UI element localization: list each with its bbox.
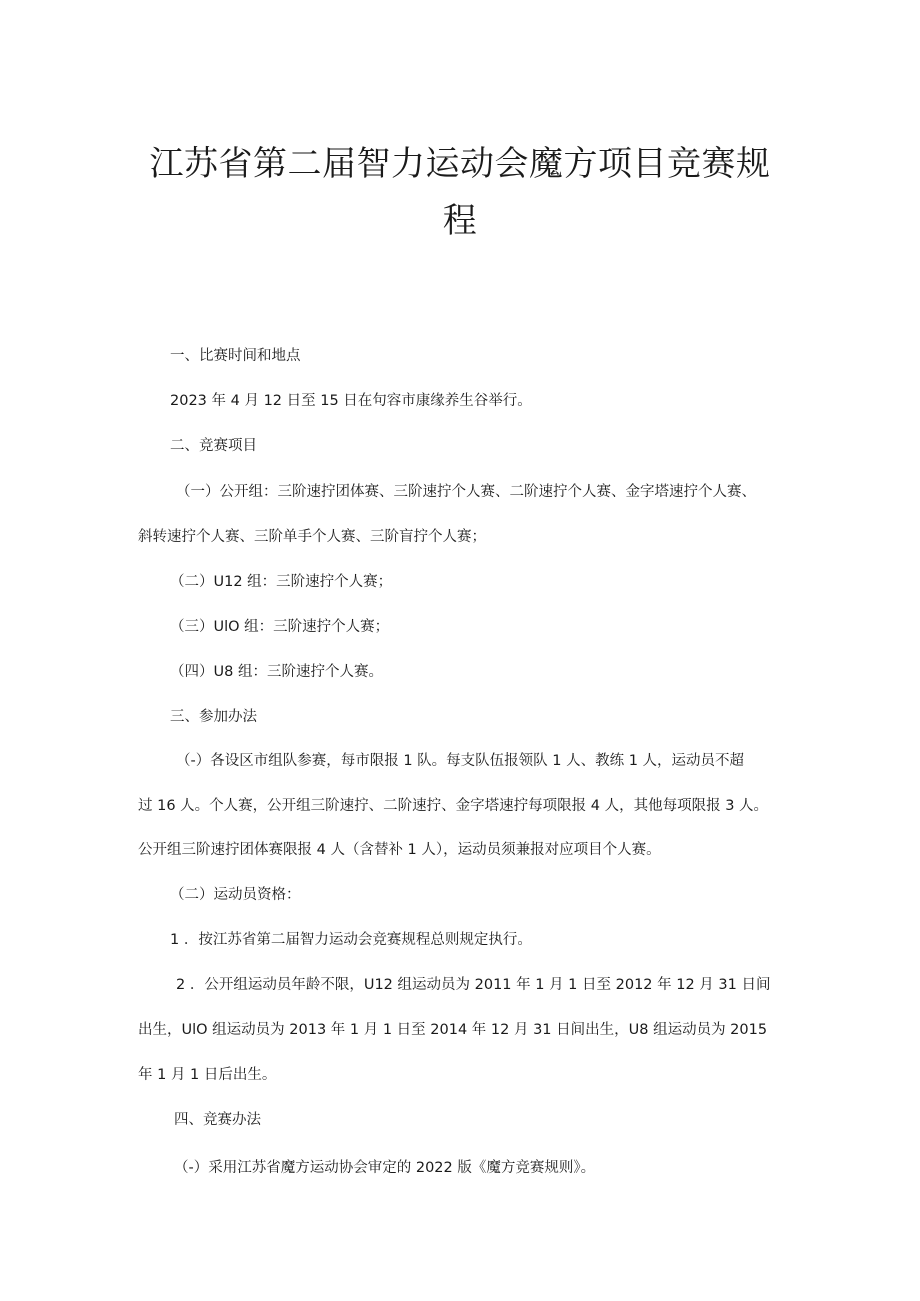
participation-text-line-3: 公开组三阶速拧团体赛限报 4 人（含替补 1 人），运动员须兼报对应项目个人赛。: [138, 842, 661, 858]
section-heading-events: 二、竞赛项目: [170, 438, 257, 454]
participation-text-line-1: （-）各设区市组队参赛，每市限报 1 队。每支队伍报领队 1 人、教练 1 人，运动员不超: [176, 753, 745, 769]
athlete-eligibility-heading: （二）运动员资格：: [170, 887, 301, 903]
events-open-group-line-1: （一）公开组：三阶速拧团体赛、三阶速拧个人赛、二阶速拧个人赛、金字塔速拧个人赛、: [176, 484, 756, 500]
events-u12-group: （二）U12 组：三阶速拧个人赛；: [170, 574, 393, 590]
section-heading-participation: 三、参加办法: [170, 709, 257, 725]
competition-method-text: （-）采用江苏省魔方运动协会审定的 2022 版《魔方竞赛规则》。: [174, 1160, 596, 1176]
eligibility-rule-2-line-2: 出生，UlO 组运动员为 2013 年 1 月 1 日至 2014 年 12 月 31 日间出生，U8 组运动员为 2015: [138, 1022, 768, 1038]
events-u10-group: （三）UlO 组：三阶速拧个人赛；: [170, 619, 390, 635]
eligibility-rule-2-line-3: 年 1 月 1 日后出生。: [138, 1067, 277, 1083]
events-open-group-line-2: 斜转速拧个人赛、三阶单手个人赛、三阶盲拧个人赛；: [138, 529, 486, 545]
participation-text-line-2: 过 16 人。个人赛，公开组三阶速拧、二阶速拧、金字塔速拧每项限报 4 人，其他每项限报 3 人。: [138, 798, 769, 814]
section-heading-schedule: 一、比赛时间和地点: [170, 348, 301, 364]
section-heading-competition-method: 四、竞赛办法: [174, 1112, 261, 1128]
eligibility-rule-1: 1 ．按江苏省第二届智力运动会竞赛规程总则规定执行。: [170, 932, 532, 948]
schedule-text: 2023 年 4 月 12 日至 15 日在句容市康缘养生谷举行。: [170, 393, 532, 409]
events-u8-group: （四）U8 组：三阶速拧个人赛。: [170, 664, 383, 680]
document-title-line-1: 江苏省第二届智力运动会魔方项目竞赛规: [149, 144, 771, 184]
document-title-line-2: 程: [442, 201, 478, 241]
eligibility-rule-2-line-1: 2 ．公开组运动员年龄不限，U12 组运动员为 2011 年 1 月 1 日至 2012 年 12 月 31 日间: [176, 977, 771, 993]
